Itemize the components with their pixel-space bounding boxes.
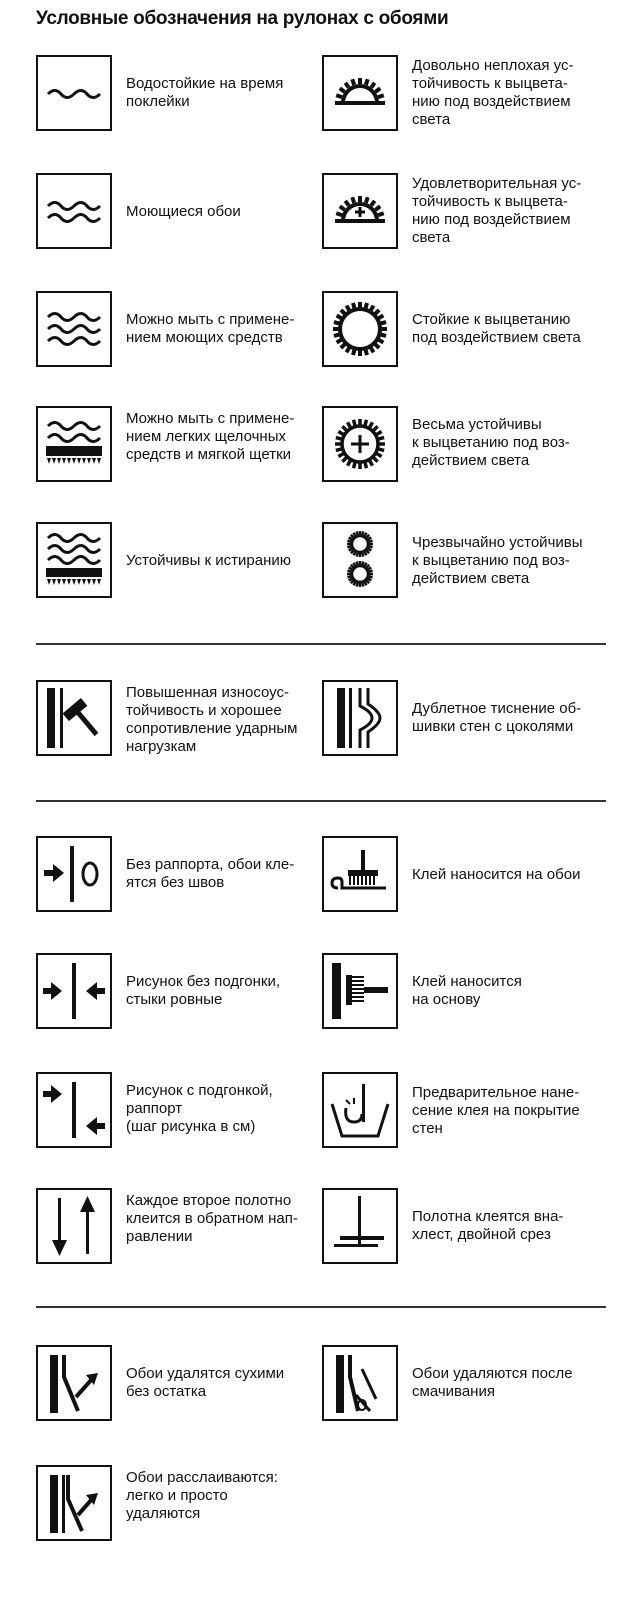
legend-item-peelable [36, 1465, 326, 1555]
legend-item-pre-paste [322, 1072, 612, 1162]
arrows-offset-icon [36, 1072, 112, 1148]
legend-item-light-fast-very [322, 406, 612, 496]
two-suns-icon [322, 522, 398, 598]
legend-label: Весьма устойчивы к выцветанию под воз- действием света [412, 416, 570, 469]
legend-label: Обои удалятся сухими без остатка [126, 1365, 285, 1400]
pre-paste-icon [322, 1072, 398, 1148]
legend-label: Можно мыть с примене- нием легких щелочных средств и мягкой щетки [126, 410, 295, 463]
legend-label: Дублетное тиснение об- шивки стен с цоколями [412, 700, 582, 735]
wavy-lines-3-brush-icon [36, 522, 112, 598]
legend-label: Полотна клеятся вна- хлест, двойной срез [412, 1208, 564, 1243]
legend-label: Обои расслаиваются: легко и просто удаляются [126, 1469, 278, 1522]
sun-plus-icon [322, 406, 398, 482]
legend-item-no-repeat [36, 836, 326, 926]
legend-label: Чрезвычайно устойчивы к выцветанию под воз- действием света [412, 534, 583, 587]
legend-item-wet-strip [322, 1345, 612, 1435]
legend-label: Довольно неплохая ус- тойчивость к выцвета- нию под воздействием света [412, 57, 574, 128]
legend-label: Каждое второе полотно клеится в обратном нап- равлении [126, 1192, 298, 1245]
legend-item-scrubbable [36, 291, 326, 381]
divider [36, 800, 606, 802]
half-sun-plus-icon [322, 173, 398, 249]
legend-label: Клей наносится на обои [412, 866, 581, 883]
legend-item-dry-strip [36, 1345, 326, 1435]
wavy-line-1-icon [36, 55, 112, 131]
legend-label: Водостойкие на время поклейки [126, 75, 284, 110]
wavy-lines-2-icon [36, 173, 112, 249]
wavy-lines-brush-icon [36, 406, 112, 482]
legend-item-water-resistant [36, 55, 326, 145]
legend-item-brush-washable [36, 406, 326, 496]
legend-item-paste-wall [322, 953, 612, 1043]
legend-label: Без раппорта, обои кле- ятся без швов [126, 856, 295, 891]
legend-label: Удовлетворительная ус- тойчивость к выцвета- нию под воздействием света [412, 175, 582, 246]
legend-label: Можно мыть с примене- нием моющих средств [126, 311, 295, 346]
sun-icon [322, 291, 398, 367]
arrow-zero-icon [36, 836, 112, 912]
divider [36, 1306, 606, 1308]
legend-label: Устойчивы к истиранию [126, 552, 292, 569]
legend-item-straight-match [36, 953, 326, 1043]
legend-item-embossing [322, 680, 612, 770]
paste-on-wall-icon [322, 953, 398, 1029]
arrows-meet-icon [36, 953, 112, 1029]
paste-on-paper-icon [322, 836, 398, 912]
legend-item-paste-paper [322, 836, 612, 926]
legend-item-light-fast-satisfactory [322, 173, 612, 263]
legend-item-reverse-hang [36, 1188, 326, 1278]
peelable-icon [36, 1465, 112, 1541]
embossing-icon [322, 680, 398, 756]
legend-item-abrasion-resistant [36, 522, 326, 612]
legend-label: Обои удаляются после смачивания [412, 1365, 573, 1400]
legend-item-light-fast [322, 291, 612, 381]
legend-label: Повышенная износоус- тойчивость и хорошее сопротивление ударным нагрузкам [126, 684, 298, 755]
legend-label: Моющиеся обои [126, 203, 241, 220]
legend-item-impact-resistant [36, 680, 326, 770]
legend-item-light-fast-fair [322, 55, 612, 145]
arrows-opposite-icon [36, 1188, 112, 1264]
half-sun-icon [322, 55, 398, 131]
legend-label: Клей наносится на основу [412, 973, 522, 1008]
wet-strip-icon [322, 1345, 398, 1421]
page-title: Условные обозначения на рулонах с обоями [36, 8, 449, 29]
legend-label: Рисунок без подгонки, стыки ровные [126, 973, 280, 1008]
legend-item-overlap [322, 1188, 612, 1278]
dry-strip-icon [36, 1345, 112, 1421]
wavy-lines-3-icon [36, 291, 112, 367]
legend-item-light-fast-extreme [322, 522, 612, 612]
legend-label: Рисунок с подгонкой, раппорт (шаг рисунка в см) [126, 1082, 273, 1135]
divider [36, 643, 606, 645]
legend-label: Предварительное нане- сение клея на покрытие стен [412, 1084, 580, 1137]
legend-label: Стойкие к выцветанию под воздействием света [412, 311, 581, 346]
overlap-cut-icon [322, 1188, 398, 1264]
legend-item-washable [36, 173, 326, 263]
hammer-icon [36, 680, 112, 756]
legend-item-offset-match [36, 1072, 326, 1162]
